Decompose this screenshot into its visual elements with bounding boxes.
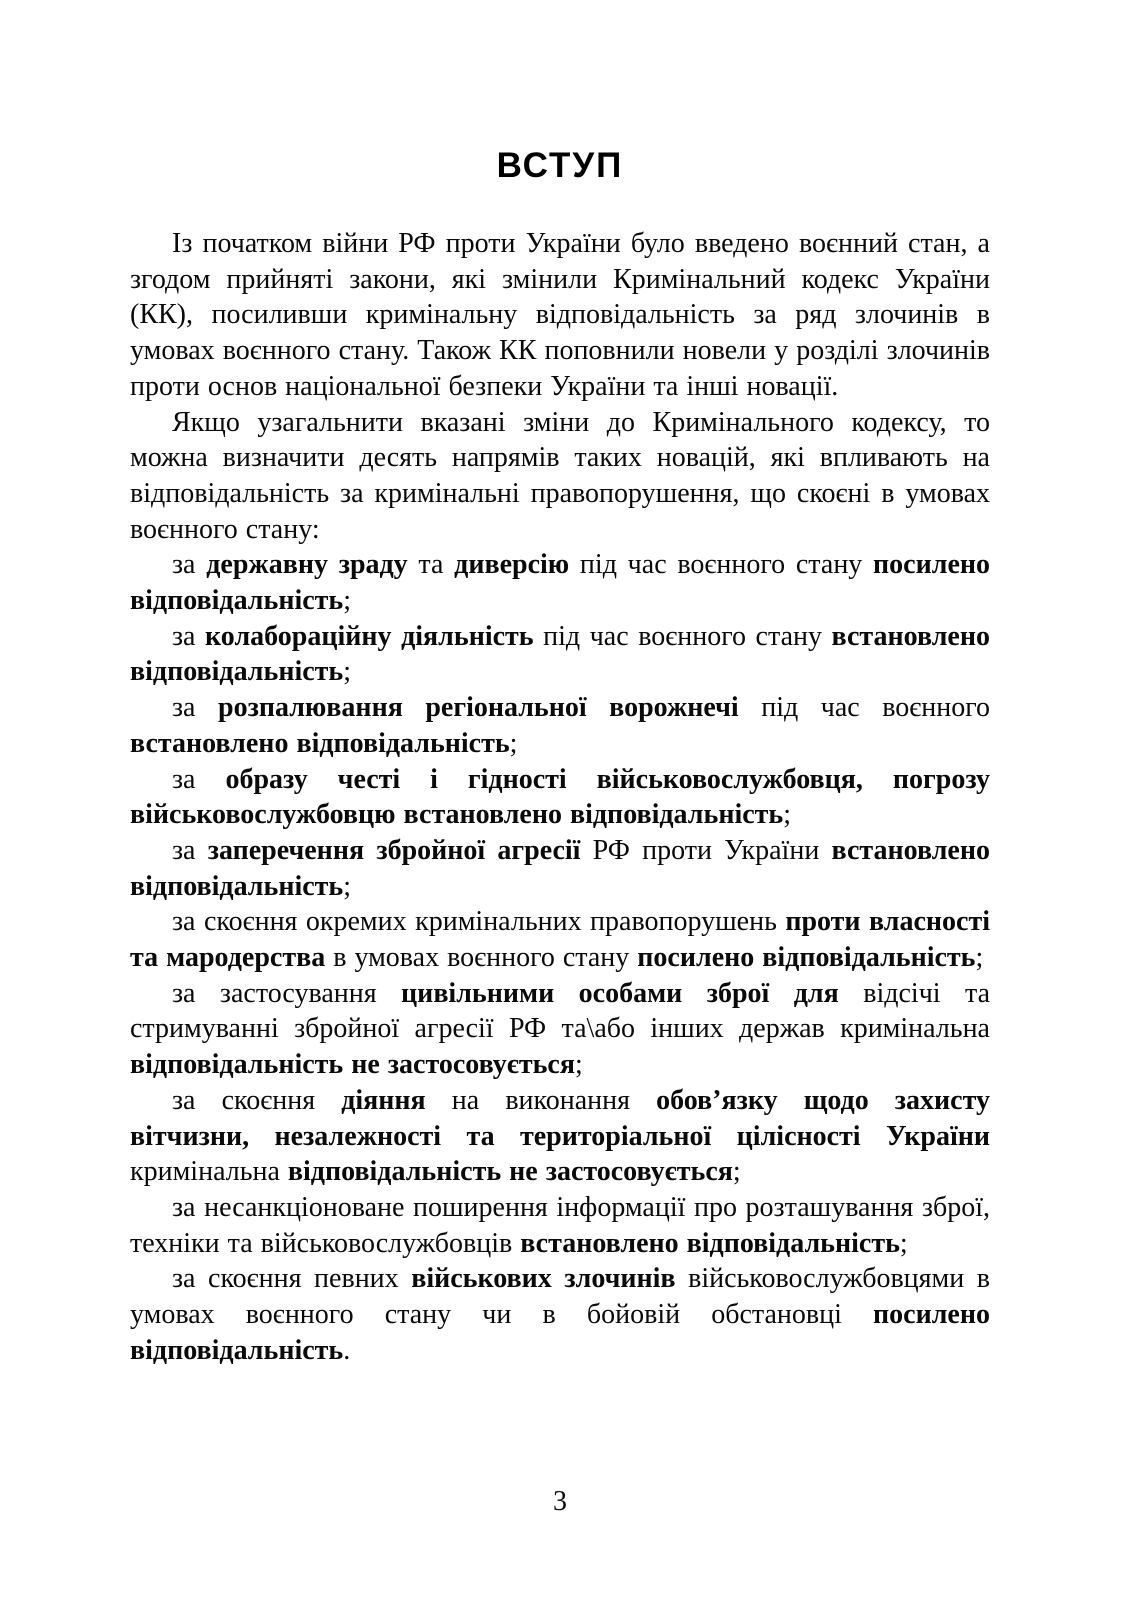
paragraph xyxy=(130,226,990,405)
text-run-bold: посилено відповідальність xyxy=(637,942,976,974)
text-run: під час воєнного стану xyxy=(533,620,832,652)
text-run: за xyxy=(172,834,208,866)
text-run-bold: посилено відповідальність xyxy=(130,1299,990,1366)
text-run: за xyxy=(172,620,206,652)
text-run-bold: відповідальність не застосовується xyxy=(130,1049,575,1081)
paragraph xyxy=(130,904,990,975)
text-run-bold: діяння xyxy=(341,1084,426,1116)
text-run: під час воєнного xyxy=(738,692,991,724)
text-run-bold: встановлено відповідальність xyxy=(520,1227,900,1259)
text-run-bold: розпалювання регіональної ворожнечі xyxy=(218,692,739,724)
text-run: ; xyxy=(343,585,352,617)
text-run: Якщо узагальнити вказані зміни до Кримінального кодексу, то можна визначити десять напрямів таких новацій, які впливають на відповідальність за кримінальні правопорушення, що скоєні в умовах воєнного стану: xyxy=(130,406,990,545)
text-run: ; xyxy=(343,656,352,688)
text-run: Із початком війни РФ проти України було введено воєнний стан, а згодом прийняті закони, які змінили Кримінальний кодекс України (КК), посиливши кримінальну відповідальність за ряд злочинів в умовах воєнного стану. Також КК поповнили новели у розділі злочинів проти основ національної безпеки України та інші новації. xyxy=(130,228,990,402)
text-run-bold: колабораційну діяльність xyxy=(205,620,534,652)
text-run: . xyxy=(343,1334,351,1366)
text-run: ; xyxy=(783,799,791,831)
page-number: 3 xyxy=(553,1486,567,1517)
paragraph xyxy=(130,1261,990,1368)
text-run-bold: образу честі і гідності військовослужбовця, погрозу військовослужбовцю встановлено відповідальність xyxy=(130,763,990,831)
text-run: в умовах воєнного стану xyxy=(325,942,638,974)
text-run: військовослужбовцями в умовах воєнного стану чи в бойовій обстановці xyxy=(130,1263,990,1331)
text-run: ; xyxy=(732,1156,741,1188)
text-run: за скоєння певних xyxy=(172,1263,412,1295)
text-run: ; xyxy=(509,727,518,759)
body-text xyxy=(130,226,990,1369)
text-run: ; xyxy=(574,1049,583,1081)
text-run: за несанкціоноване поширення інформації про розташування зброї, техніки та військовослужбовців xyxy=(130,1191,990,1259)
paragraph xyxy=(130,619,990,690)
text-run-bold: державну зраду xyxy=(206,549,408,581)
text-run-bold: встановлено відповідальність xyxy=(130,620,990,688)
text-run: за скоєння xyxy=(172,1084,342,1116)
paragraph xyxy=(130,547,990,618)
text-run-bold: встановлено відповідальність xyxy=(130,727,510,759)
text-run: та xyxy=(407,549,455,581)
paragraph xyxy=(130,762,990,833)
paragraph xyxy=(130,1083,990,1190)
text-run-bold: військових злочинів xyxy=(411,1263,676,1295)
text-run-bold: відповідальність не застосовується xyxy=(287,1156,733,1188)
text-run: ; xyxy=(899,1227,908,1259)
text-run: ; xyxy=(343,870,352,902)
text-run: ; xyxy=(975,942,984,974)
text-run: за скоєння окремих кримінальних правопорушень xyxy=(172,906,786,938)
text-run: відсічі та стримуванні збройної агресії РФ та\або інших держав кримінальна xyxy=(130,977,991,1045)
paragraph xyxy=(130,690,990,761)
text-run-bold: цивільними особами зброї для xyxy=(401,977,839,1009)
text-run: кримінальна xyxy=(130,1156,288,1188)
text-run-bold: встановлено відповідальність xyxy=(130,834,990,902)
text-run: під час воєнного стану xyxy=(569,549,874,581)
paragraph xyxy=(130,976,990,1083)
paragraph xyxy=(130,1190,990,1261)
text-run: РФ проти України xyxy=(580,834,832,866)
text-run-bold: проти власності та мародерства xyxy=(130,906,990,974)
paragraph xyxy=(130,405,990,548)
paragraph xyxy=(130,833,990,904)
page-title: ВСТУП xyxy=(496,146,624,185)
text-run: за xyxy=(172,763,226,795)
text-run: за застосування xyxy=(172,977,402,1009)
text-run-bold: посилено відповідальність xyxy=(130,549,991,617)
text-run: за xyxy=(172,692,218,724)
text-run: на виконання xyxy=(425,1084,657,1116)
text-run-bold: заперечення збройної агресії xyxy=(207,834,581,866)
text-column xyxy=(130,0,990,1369)
text-run-bold: диверсію xyxy=(454,549,570,581)
text-run: за xyxy=(172,549,207,581)
text-run-bold: обов’язку щодо захисту вітчизни, незалежності та територіальної цілісності України xyxy=(130,1084,990,1152)
